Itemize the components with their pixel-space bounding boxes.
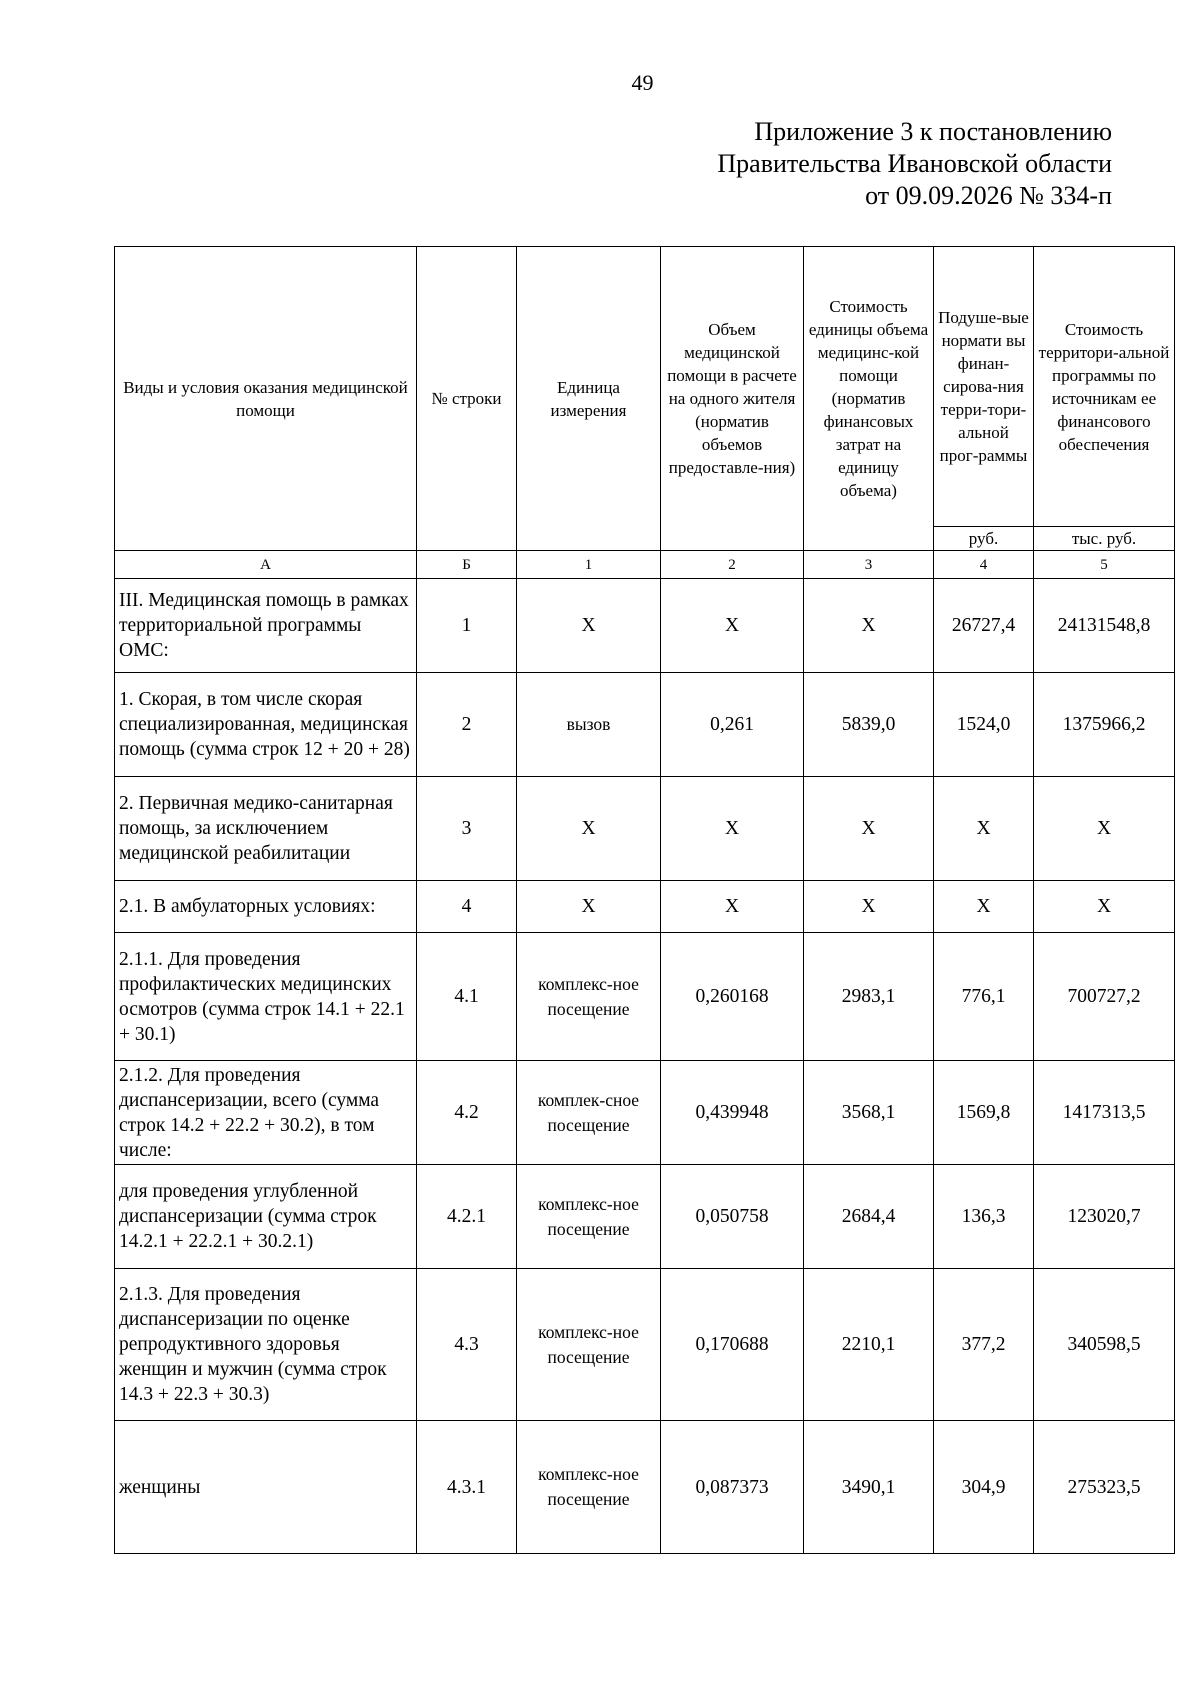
table-row xyxy=(115,1421,1175,1554)
row-per-capita: 304,9 xyxy=(934,1421,1034,1554)
row-name: 1. Скорая, в том числе скорая специализированная, медицинская помощь (сумма строк 12 + 20 + 28) xyxy=(115,673,417,777)
row-volume: 0,087373 xyxy=(661,1421,804,1554)
row-unit-cost: 3568,1 xyxy=(804,1061,934,1165)
row-number: 4.3.1 xyxy=(417,1421,517,1554)
index-cell: Б xyxy=(417,551,517,579)
header-unit: Единица измерения xyxy=(517,247,661,551)
index-cell: 5 xyxy=(1034,551,1175,579)
page-number: 49 xyxy=(631,70,654,95)
header-per-capita: Подуше-вые нормати вы финан-сирова-ния терри-тори-альной прог-раммы xyxy=(934,247,1034,527)
row-unit-cost: 3490,1 xyxy=(804,1421,934,1554)
row-number: 4 xyxy=(417,881,517,933)
row-unit: комплек-сное посещение xyxy=(517,1061,661,1165)
index-cell: А xyxy=(115,551,417,579)
row-number: 4.2.1 xyxy=(417,1165,517,1269)
row-per-capita: 1524,0 xyxy=(934,673,1034,777)
row-unit-cost: 2983,1 xyxy=(804,933,934,1061)
row-unit: Х xyxy=(517,777,661,881)
header-total-cost: Стоимость территори-альной программы по источникам ее финансового обеспечения xyxy=(1034,247,1175,527)
row-per-capita: 136,3 xyxy=(934,1165,1034,1269)
row-name: 2.1.3. Для проведения диспансеризации по оценке репродуктивного здоровья женщин и мужчин (сумма строк 14.3 + 22.3 + 30.3) xyxy=(115,1269,417,1421)
row-unit: вызов xyxy=(517,673,661,777)
row-unit-cost: 2210,1 xyxy=(804,1269,934,1421)
header-row-number: № строки xyxy=(417,247,517,551)
table-row xyxy=(115,673,1175,777)
row-unit-cost: Х xyxy=(804,579,934,673)
row-volume: Х xyxy=(661,579,804,673)
row-unit: Х xyxy=(517,579,661,673)
index-row xyxy=(115,551,1175,579)
row-unit: комплекс-ное посещение xyxy=(517,1421,661,1554)
row-unit-cost: Х xyxy=(804,777,934,881)
row-total: 1417313,5 xyxy=(1034,1061,1175,1165)
row-per-capita: 776,1 xyxy=(934,933,1034,1061)
row-name: III. Медицинская помощь в рамках территориальной программы ОМС: xyxy=(115,579,417,673)
row-unit-cost: Х xyxy=(804,881,934,933)
row-number: 4.2 xyxy=(417,1061,517,1165)
row-name: 2.1.1. Для проведения профилактических медицинских осмотров (сумма строк 14.1 + 22.1 + 30.1) xyxy=(115,933,417,1061)
table-row xyxy=(115,881,1175,933)
table-row xyxy=(115,777,1175,881)
row-name: 2.1.2. Для проведения диспансеризации, всего (сумма строк 14.2 + 22.2 + 30.2), в том числе: xyxy=(115,1061,417,1165)
row-total: 700727,2 xyxy=(1034,933,1175,1061)
row-unit: комплекс-ное посещение xyxy=(517,933,661,1061)
financing-table xyxy=(114,246,1175,1554)
row-per-capita: Х xyxy=(934,777,1034,881)
table-row xyxy=(115,579,1175,673)
table-row xyxy=(115,933,1175,1061)
table-row xyxy=(115,1269,1175,1421)
row-unit-cost: 2684,4 xyxy=(804,1165,934,1269)
row-volume: 0,260168 xyxy=(661,933,804,1061)
header-type: Виды и условия оказания медицинской помощи xyxy=(115,247,417,551)
row-volume: 0,170688 xyxy=(661,1269,804,1421)
row-unit: Х xyxy=(517,881,661,933)
row-volume: 0,439948 xyxy=(661,1061,804,1165)
row-volume: 0,050758 xyxy=(661,1165,804,1269)
unit-rub: руб. xyxy=(934,527,1034,551)
row-total: Х xyxy=(1034,881,1175,933)
row-number: 4.3 xyxy=(417,1269,517,1421)
row-per-capita: 1569,8 xyxy=(934,1061,1034,1165)
row-total: 1375966,2 xyxy=(1034,673,1175,777)
row-volume: Х xyxy=(661,777,804,881)
row-name: 2.1. В амбулаторных условиях: xyxy=(115,881,417,933)
appendix-line: от 09.09.2026 № 334-п xyxy=(865,181,1112,210)
header-volume: Объем медицинской помощи в расчете на одного жителя (норматив объемов предоставле-ния) xyxy=(661,247,804,551)
row-per-capita: 26727,4 xyxy=(934,579,1034,673)
table-row xyxy=(115,1165,1175,1269)
row-total: 340598,5 xyxy=(1034,1269,1175,1421)
header-unit-cost: Стоимость единицы объема медицинс-кой помощи (норматив финансовых затрат на единицу объема) xyxy=(804,247,934,551)
row-total: 123020,7 xyxy=(1034,1165,1175,1269)
header-row xyxy=(115,247,1175,527)
row-volume: 0,261 xyxy=(661,673,804,777)
row-number: 3 xyxy=(417,777,517,881)
row-unit: комплекс-ное посещение xyxy=(517,1269,661,1421)
row-per-capita: Х xyxy=(934,881,1034,933)
unit-thousand-rub: тыс. руб. xyxy=(1034,527,1175,551)
row-total: 275323,5 xyxy=(1034,1421,1175,1554)
index-cell: 3 xyxy=(804,551,934,579)
row-name: для проведения углубленной диспансеризации (сумма строк 14.2.1 + 22.2.1 + 30.2.1) xyxy=(115,1165,417,1269)
row-total: 24131548,8 xyxy=(1034,579,1175,673)
index-cell: 4 xyxy=(934,551,1034,579)
index-cell: 1 xyxy=(517,551,661,579)
appendix-heading xyxy=(717,116,1112,212)
appendix-line: Правительства Ивановской области xyxy=(717,149,1112,178)
row-number: 2 xyxy=(417,673,517,777)
appendix-line: Приложение 3 к постановлению xyxy=(754,117,1112,146)
row-total: Х xyxy=(1034,777,1175,881)
row-unit-cost: 5839,0 xyxy=(804,673,934,777)
row-name: женщины xyxy=(115,1421,417,1554)
row-unit: комплекс-ное посещение xyxy=(517,1165,661,1269)
table-row xyxy=(115,1061,1175,1165)
row-name: 2. Первичная медико-санитарная помощь, за исключением медицинской реабилитации xyxy=(115,777,417,881)
row-number: 1 xyxy=(417,579,517,673)
row-number: 4.1 xyxy=(417,933,517,1061)
row-per-capita: 377,2 xyxy=(934,1269,1034,1421)
row-volume: Х xyxy=(661,881,804,933)
index-cell: 2 xyxy=(661,551,804,579)
